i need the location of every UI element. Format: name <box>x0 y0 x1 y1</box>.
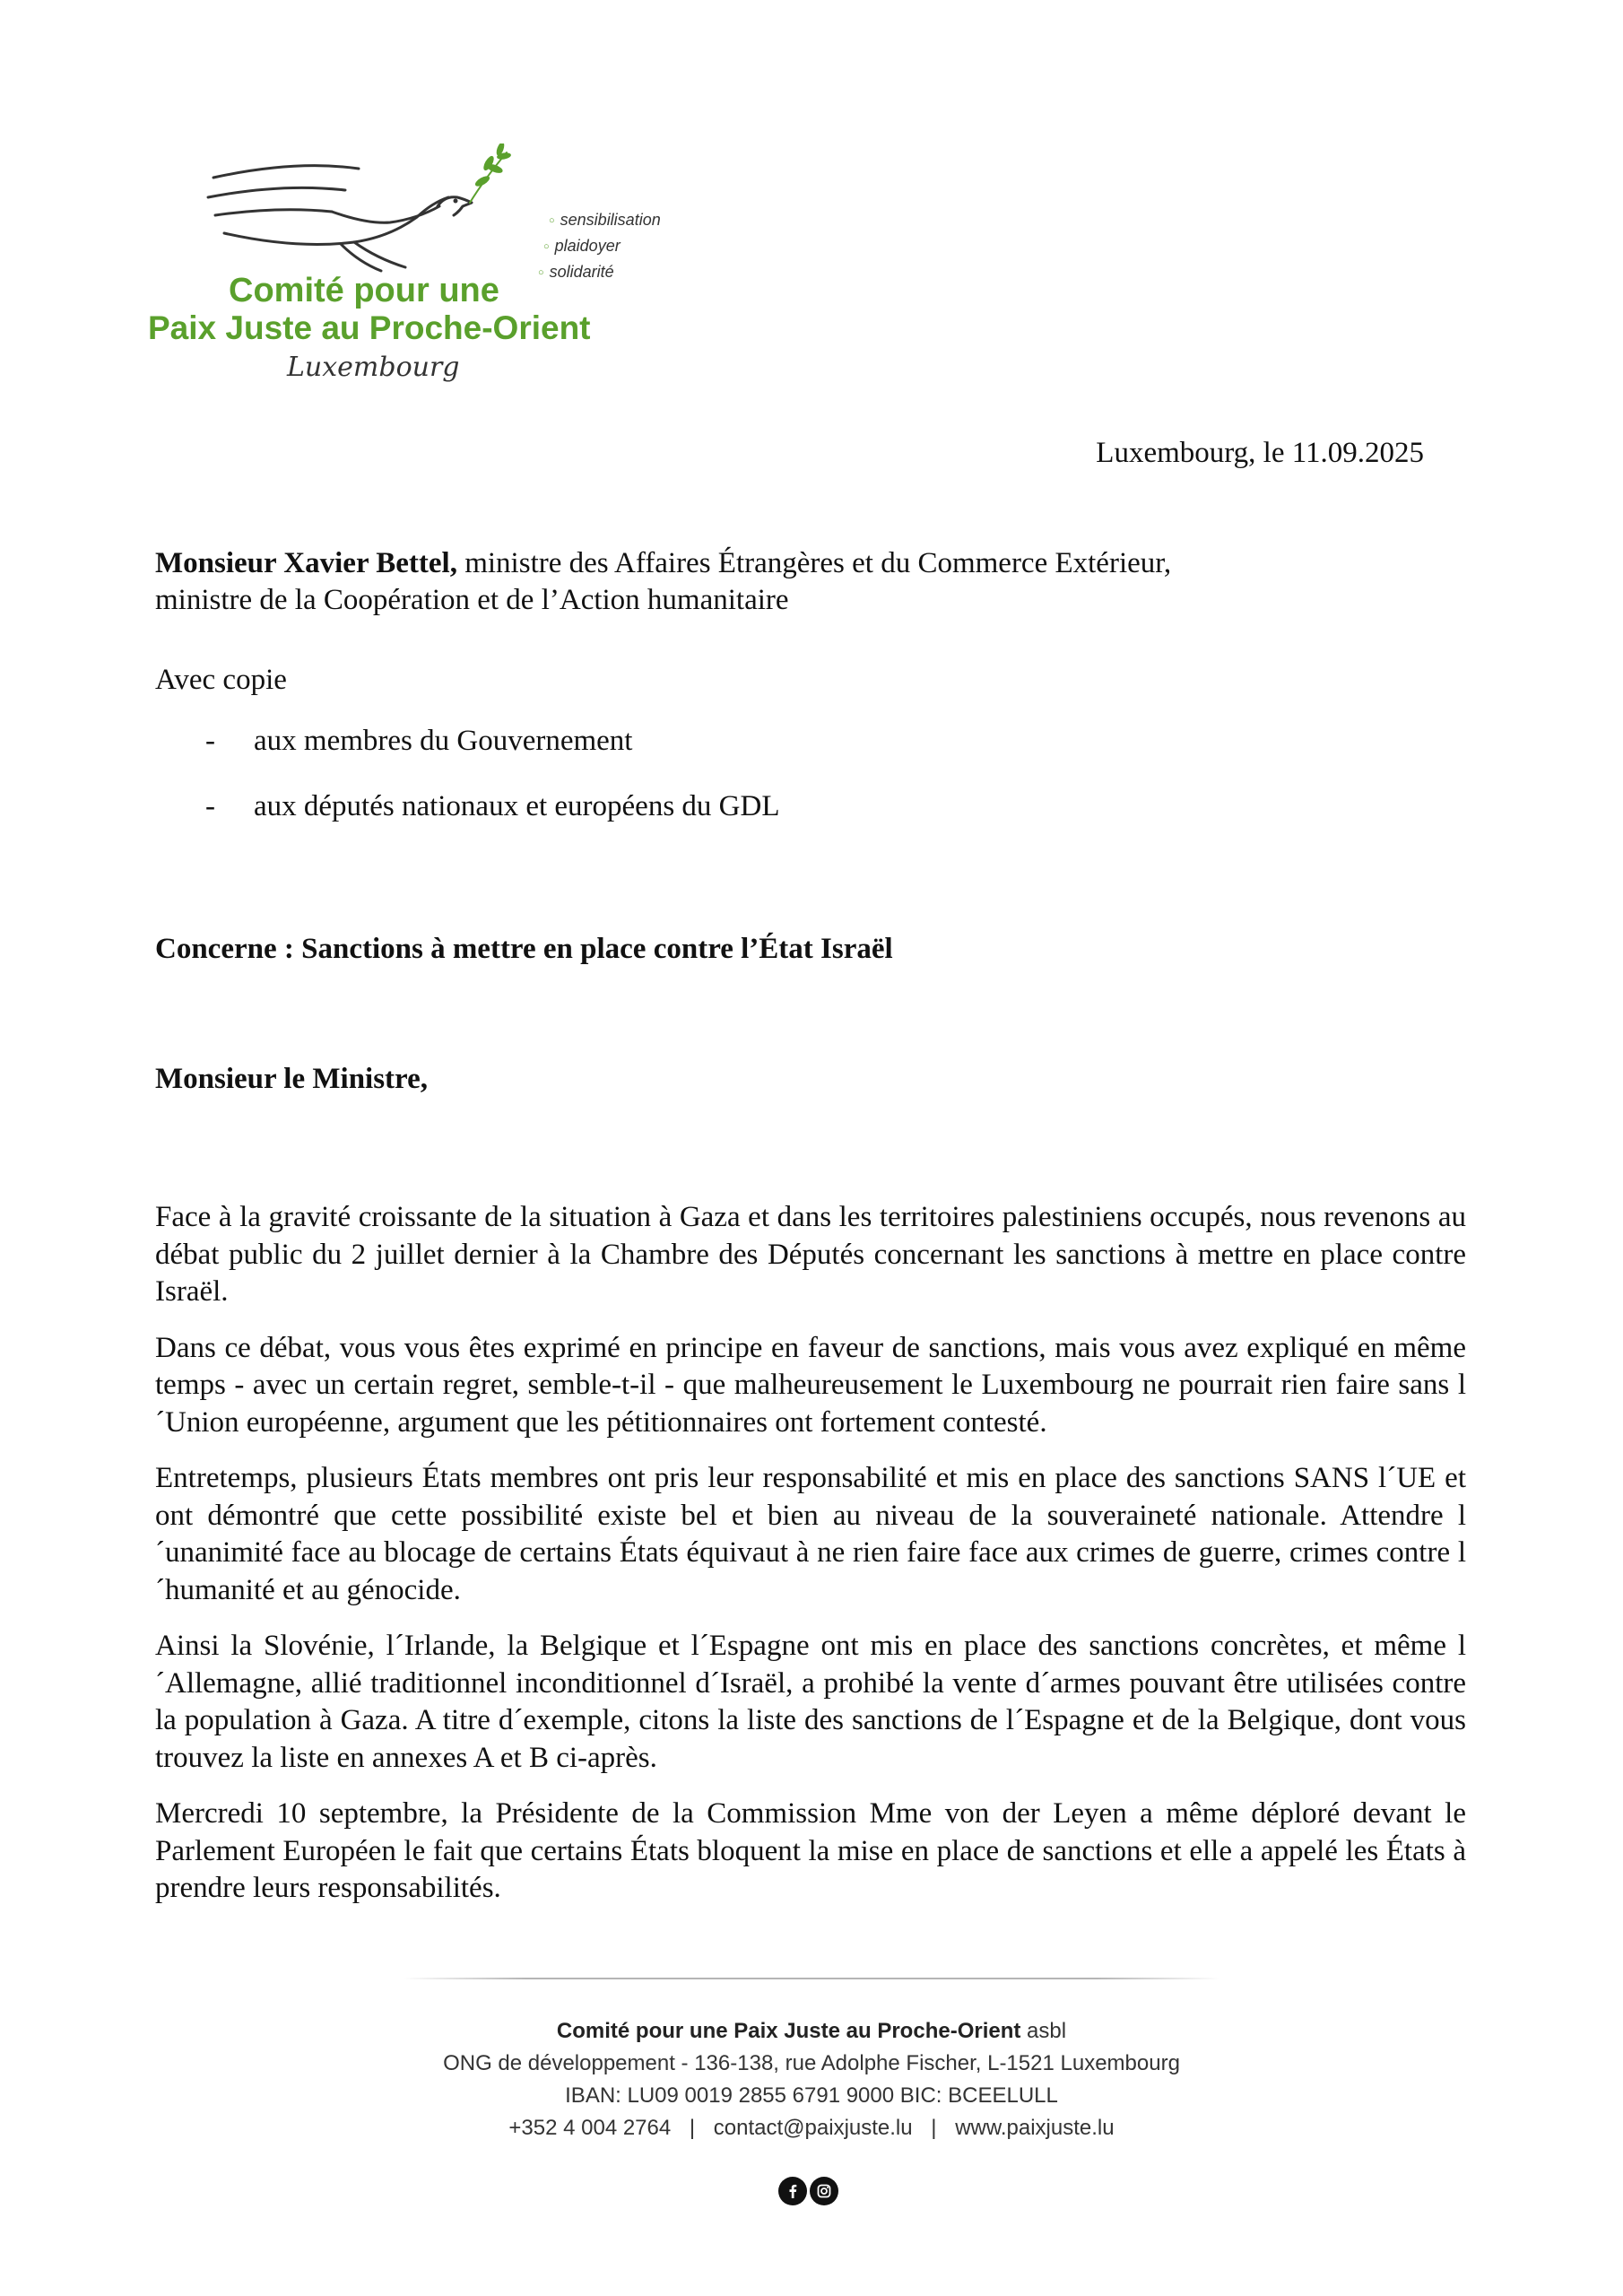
organization-logo <box>148 144 686 413</box>
list-dash: - <box>205 725 215 757</box>
copy-item-text: aux députés nationaux et européens du GDL <box>254 790 780 822</box>
footer-address: ONG de développement - 136-138, rue Adolphe Fischer, L-1521 Luxembourg <box>443 2051 1180 2075</box>
list-dash: - <box>205 790 215 822</box>
body-paragraph: Dans ce débat, vous vous êtes exprimé en principe en faveur de sanctions, mais vous avez expliqué en même temps - avec un certain regret, semble-t-il - que malheureusement le Luxembourg ne pourrait rien faire sans l´Union européenne, argument que les pétitionnaires ont fortement contesté. <box>155 1331 1466 1439</box>
copy-intro: Avec copie <box>155 664 287 696</box>
footer-org-suffix: asbl <box>1020 2019 1067 2043</box>
footer-org-line <box>0 2015 1623 2048</box>
footer-contact-line <box>0 2112 1623 2144</box>
list-item <box>155 723 1321 760</box>
facebook-icon[interactable] <box>778 2177 807 2205</box>
body-paragraph: Mercredi 10 septembre, la Présidente de la Commission Mme von der Leyen a même déploré devant le Parlement Européen le fait que certains États bloquent la mise en place de sanctions et elle a appelé les États à prendre leurs responsabilités. <box>155 1797 1466 1904</box>
footer-phone: +352 4 004 2764 <box>508 2116 672 2140</box>
footer-separator: | <box>931 2116 937 2140</box>
footer-bank-details: IBAN: LU09 0019 2855 6791 9000 BIC: BCEELULL <box>565 2083 1058 2108</box>
footer-website[interactable]: www.paixjuste.lu <box>955 2116 1115 2140</box>
letter-body <box>155 1199 1466 1926</box>
recipient-title-line1: ministre des Affaires Étrangères et du Commerce Extérieur, <box>456 547 1172 579</box>
body-paragraph: Ainsi la Slovénie, l´Irlande, la Belgique et l´Espagne ont mis en place des sanctions concrètes, et même l´Allemagne, allié traditionnel inconditionnel d´Israël, a prohibé la vente d´armes pouvant être utilisées contre la population à Gaza. A titre d´exemple, citons la liste des sanctions de l´Espagne et de la Belgique, dont vous trouvez la liste en annexes A et B ci-après. <box>155 1630 1466 1774</box>
body-paragraph: Entretemps, plusieurs États membres ont pris leur responsabilité et mis en place des sanctions SANS l´UE et ont démontré que cette possibilité existe bel et bien au niveau de la souveraineté nationale. Attendre l´unanimité face au blocage de certains États équivaut à ne rien faire face aux crimes de guerre, crimes contre l´humanité et au génocide. <box>155 1462 1466 1606</box>
recipient-title-line2: ministre de la Coopération et de l’Action humanitaire <box>155 584 789 616</box>
copy-list <box>155 723 1321 854</box>
logo-city: Luxembourg <box>287 352 460 383</box>
recipient-name: Monsieur Xavier Bettel, <box>155 547 457 579</box>
copy-item-text: aux membres du Gouvernement <box>254 725 633 757</box>
footer-divider <box>404 1978 1219 1979</box>
logo-name-line2: Paix Juste au Proche-Orient <box>148 309 591 346</box>
footer-org-name: Comité pour une Paix Juste au Proche-Orient <box>556 2019 1021 2043</box>
instagram-icon[interactable] <box>810 2177 838 2205</box>
social-icons <box>778 2177 838 2205</box>
body-paragraph: Face à la gravité croissante de la situation à Gaza et dans les territoires palestiniens occupés, nous revenons au débat public du 2 juillet dernier à la Chambre des Députés concernant les sanctions à mettre en place contre Israël. <box>155 1201 1466 1308</box>
footer-separator: | <box>689 2116 696 2140</box>
letter-subject: Concerne : Sanctions à mettre en place contre l’État Israël <box>155 933 893 965</box>
list-item <box>155 788 1321 825</box>
letter-date: Luxembourg, le 11.09.2025 <box>1096 437 1424 469</box>
logo-name-line1: Comité pour une <box>229 272 499 309</box>
dove-with-olive-branch-icon <box>197 144 538 274</box>
recipient-block <box>155 545 1466 619</box>
logo-taglines <box>538 208 661 286</box>
tagline: ○ plaidoyer <box>543 234 661 260</box>
tagline: ○ sensibilisation <box>549 208 661 234</box>
tagline: ○ solidarité <box>538 260 661 286</box>
letterhead-footer <box>0 2015 1623 2144</box>
letter-salutation: Monsieur le Ministre, <box>155 1063 428 1095</box>
footer-email[interactable]: contact@paixjuste.lu <box>713 2116 913 2140</box>
